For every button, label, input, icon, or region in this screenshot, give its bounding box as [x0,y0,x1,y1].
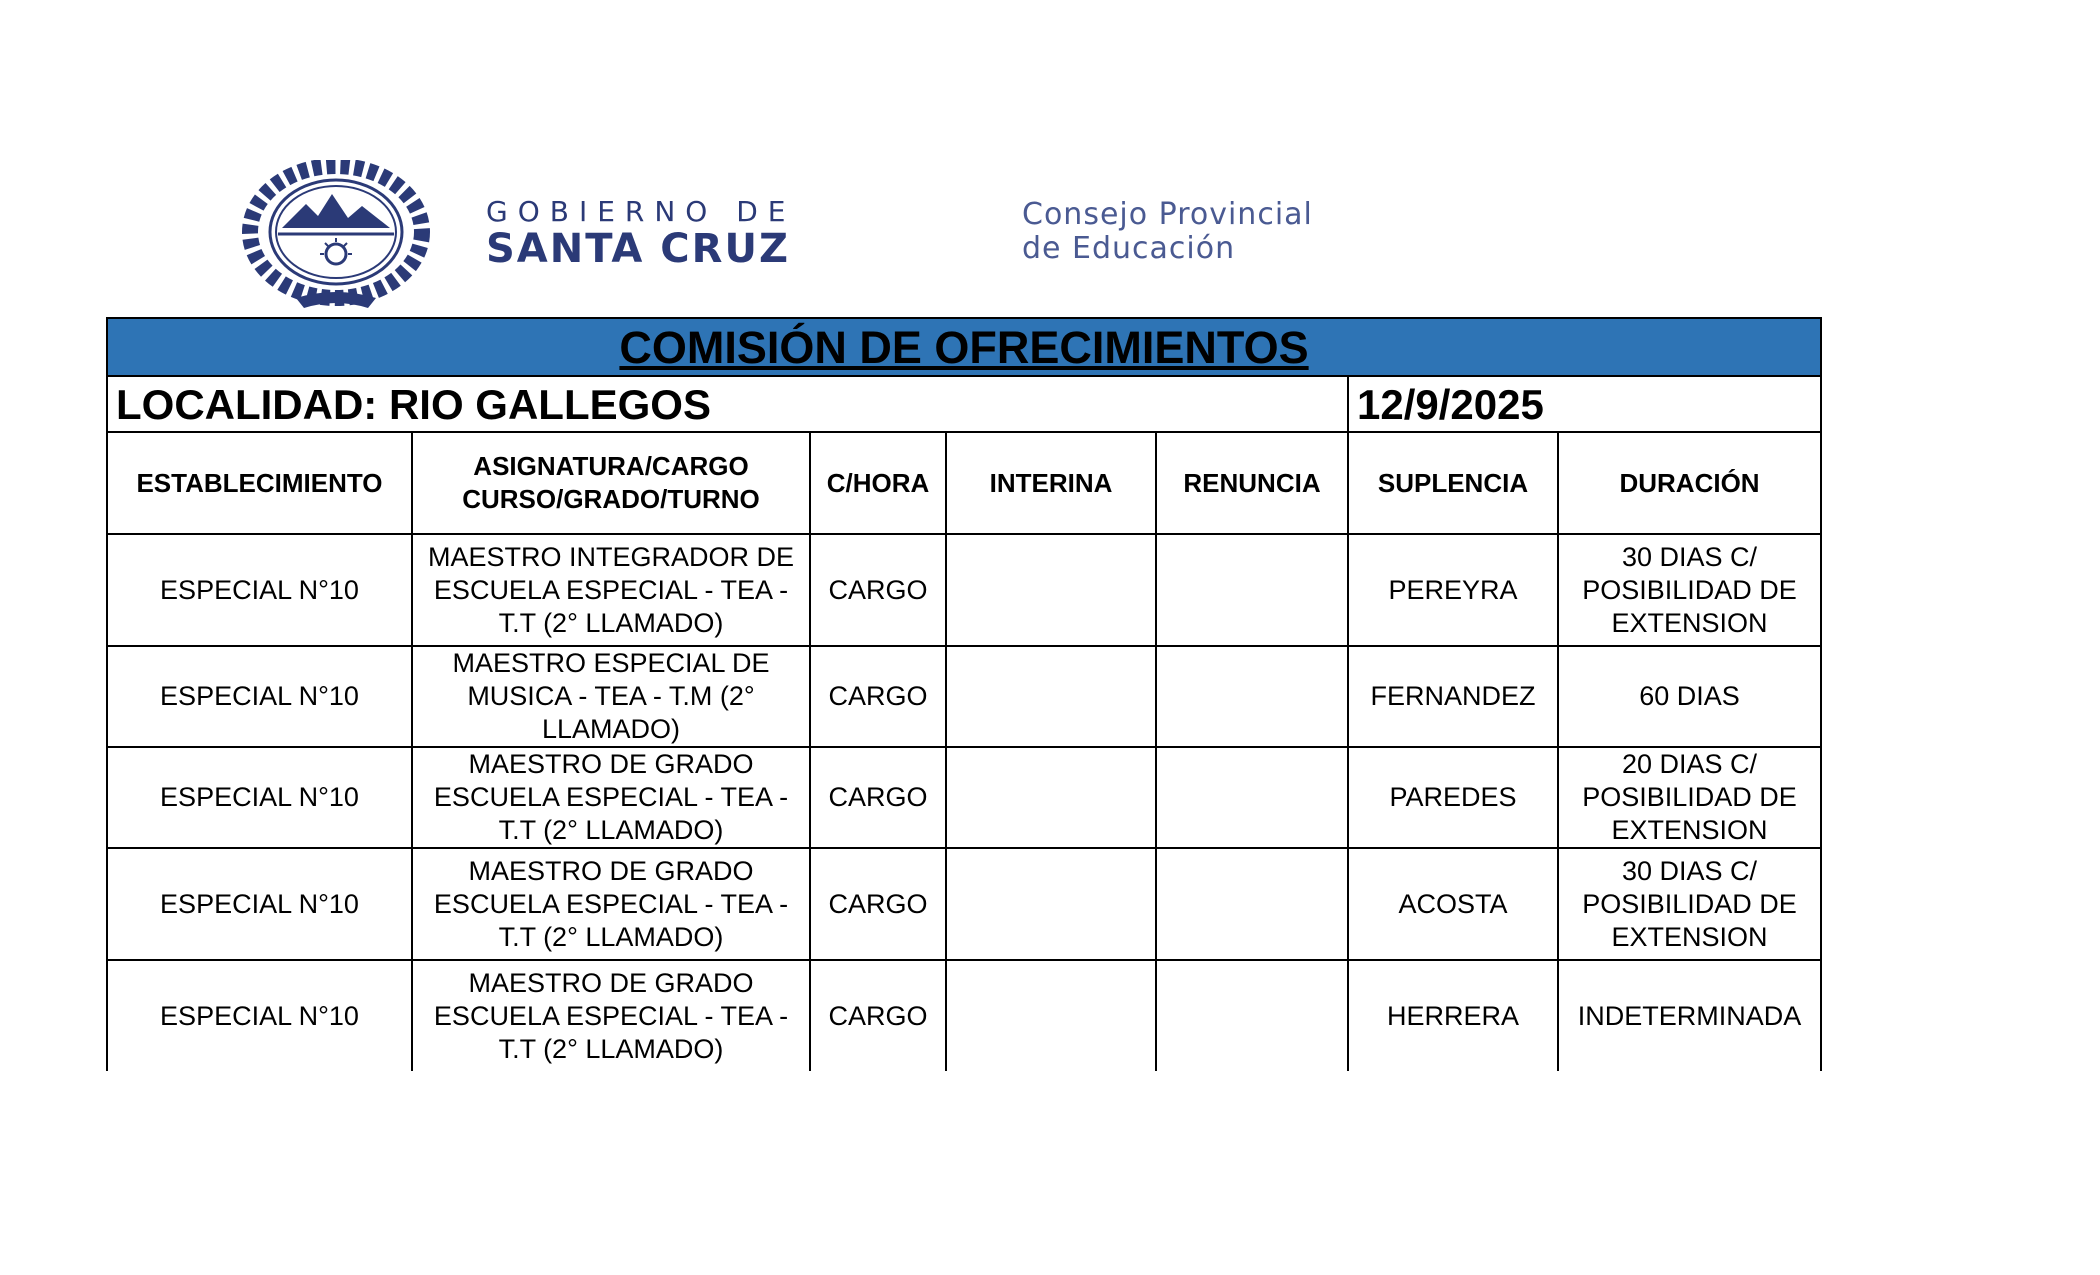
cell-chora: CARGO [810,848,946,960]
cell-renuncia [1156,747,1348,848]
col-interina: INTERINA [946,432,1156,534]
asignatura-line: LLAMADO) [541,714,681,744]
duracion-line: INDETERMINADA [1577,1000,1802,1031]
table-title: COMISIÓN DE OFRECIMIENTOS [107,318,1821,376]
santa-cruz-line: SANTA CRUZ [486,226,790,272]
cell-interina [946,747,1156,848]
cell-chora: CARGO [810,747,946,848]
table-row [107,960,1821,1071]
document-header [0,0,2100,320]
cell-chora: CARGO [810,534,946,646]
cell-duracion [1558,534,1821,646]
locality-label: LOCALIDAD: RIO GALLEGOS [107,376,1348,432]
consejo-line: Consejo Provincial [1022,197,1313,232]
cell-asignatura [412,960,810,1071]
cell-establecimiento: ESPECIAL N°10 [107,848,412,960]
duracion-line: EXTENSION [1611,607,1768,638]
duracion-line: 30 DIAS C/ [1621,541,1758,572]
duracion-line: POSIBILIDAD DE [1582,574,1797,605]
cell-renuncia [1156,848,1348,960]
asignatura-line: ESCUELA ESPECIAL - TEA - [433,1000,789,1031]
asignatura-line: T.T (2° LLAMADO) [498,815,724,845]
cell-asignatura [412,646,810,747]
cell-asignatura [412,534,810,646]
cell-suplencia: PEREYRA [1348,534,1558,646]
cell-chora: CARGO [810,960,946,1071]
title-row [107,318,1821,376]
duracion-line: POSIBILIDAD DE [1582,782,1797,812]
col-duracion: DURACIÓN [1558,432,1821,534]
cell-duracion [1558,960,1821,1071]
asignatura-line: MAESTRO DE GRADO [468,749,754,779]
asignatura-line: MAESTRO DE GRADO [468,967,754,998]
educacion-line: de Educación [1022,231,1236,266]
cell-establecimiento: ESPECIAL N°10 [107,646,412,747]
col-asignatura-line2: CURSO/GRADO/TURNO [462,484,760,514]
asignatura-line: MAESTRO ESPECIAL DE [452,648,770,678]
asignatura-line: MUSICA - TEA - T.M (2° [467,681,755,711]
cell-suplencia: HERRERA [1348,960,1558,1071]
cell-interina [946,646,1156,747]
duracion-line: 60 DIAS [1639,681,1740,711]
gobierno-line: GOBIERNO DE [486,195,796,228]
duracion-line: 30 DIAS C/ [1621,855,1758,886]
duracion-line: 20 DIAS C/ [1621,749,1758,779]
duracion-line: POSIBILIDAD DE [1582,888,1797,919]
asignatura-line: MAESTRO DE GRADO [468,855,754,886]
asignatura-line: T.T (2° LLAMADO) [498,1033,724,1064]
ofrecimientos-table [106,317,1822,1071]
asignatura-line: MAESTRO INTEGRADOR DE [427,541,795,572]
date-label: 12/9/2025 [1348,376,1821,432]
cell-suplencia: FERNANDEZ [1348,646,1558,747]
col-suplencia: SUPLENCIA [1348,432,1558,534]
locality-row [107,376,1821,432]
cell-asignatura [412,848,810,960]
duracion-line: EXTENSION [1611,921,1768,952]
cell-suplencia: ACOSTA [1348,848,1558,960]
cell-renuncia [1156,534,1348,646]
table-row [107,534,1821,646]
col-asignatura [412,432,810,534]
asignatura-line: ESCUELA ESPECIAL - TEA - [433,574,789,605]
asignatura-line: ESCUELA ESPECIAL - TEA - [433,888,789,919]
col-establecimiento: ESTABLECIMIENTO [107,432,412,534]
cell-renuncia [1156,646,1348,747]
col-renuncia: RENUNCIA [1156,432,1348,534]
santa-cruz-seal-icon [236,160,436,310]
cell-establecimiento: ESPECIAL N°10 [107,960,412,1071]
asignatura-line: T.T (2° LLAMADO) [498,607,724,638]
cell-interina [946,960,1156,1071]
cell-establecimiento: ESPECIAL N°10 [107,534,412,646]
cell-establecimiento: ESPECIAL N°10 [107,747,412,848]
cell-duracion [1558,848,1821,960]
cell-duracion [1558,646,1821,747]
consejo-logo-text [1022,198,1313,266]
table-row [107,747,1821,848]
table-row [107,646,1821,747]
cell-suplencia: PAREDES [1348,747,1558,848]
col-chora: C/HORA [810,432,946,534]
cell-renuncia [1156,960,1348,1071]
gobierno-logo-text [486,196,796,270]
asignatura-line: ESCUELA ESPECIAL - TEA - [433,782,789,812]
cell-duracion [1558,747,1821,848]
column-header-row [107,432,1821,534]
col-asignatura-line1: ASIGNATURA/CARGO [473,451,749,481]
cell-chora: CARGO [810,646,946,747]
cell-interina [946,534,1156,646]
cell-asignatura [412,747,810,848]
duracion-line: EXTENSION [1611,815,1768,845]
cell-interina [946,848,1156,960]
table-row [107,848,1821,960]
asignatura-line: T.T (2° LLAMADO) [498,921,724,952]
